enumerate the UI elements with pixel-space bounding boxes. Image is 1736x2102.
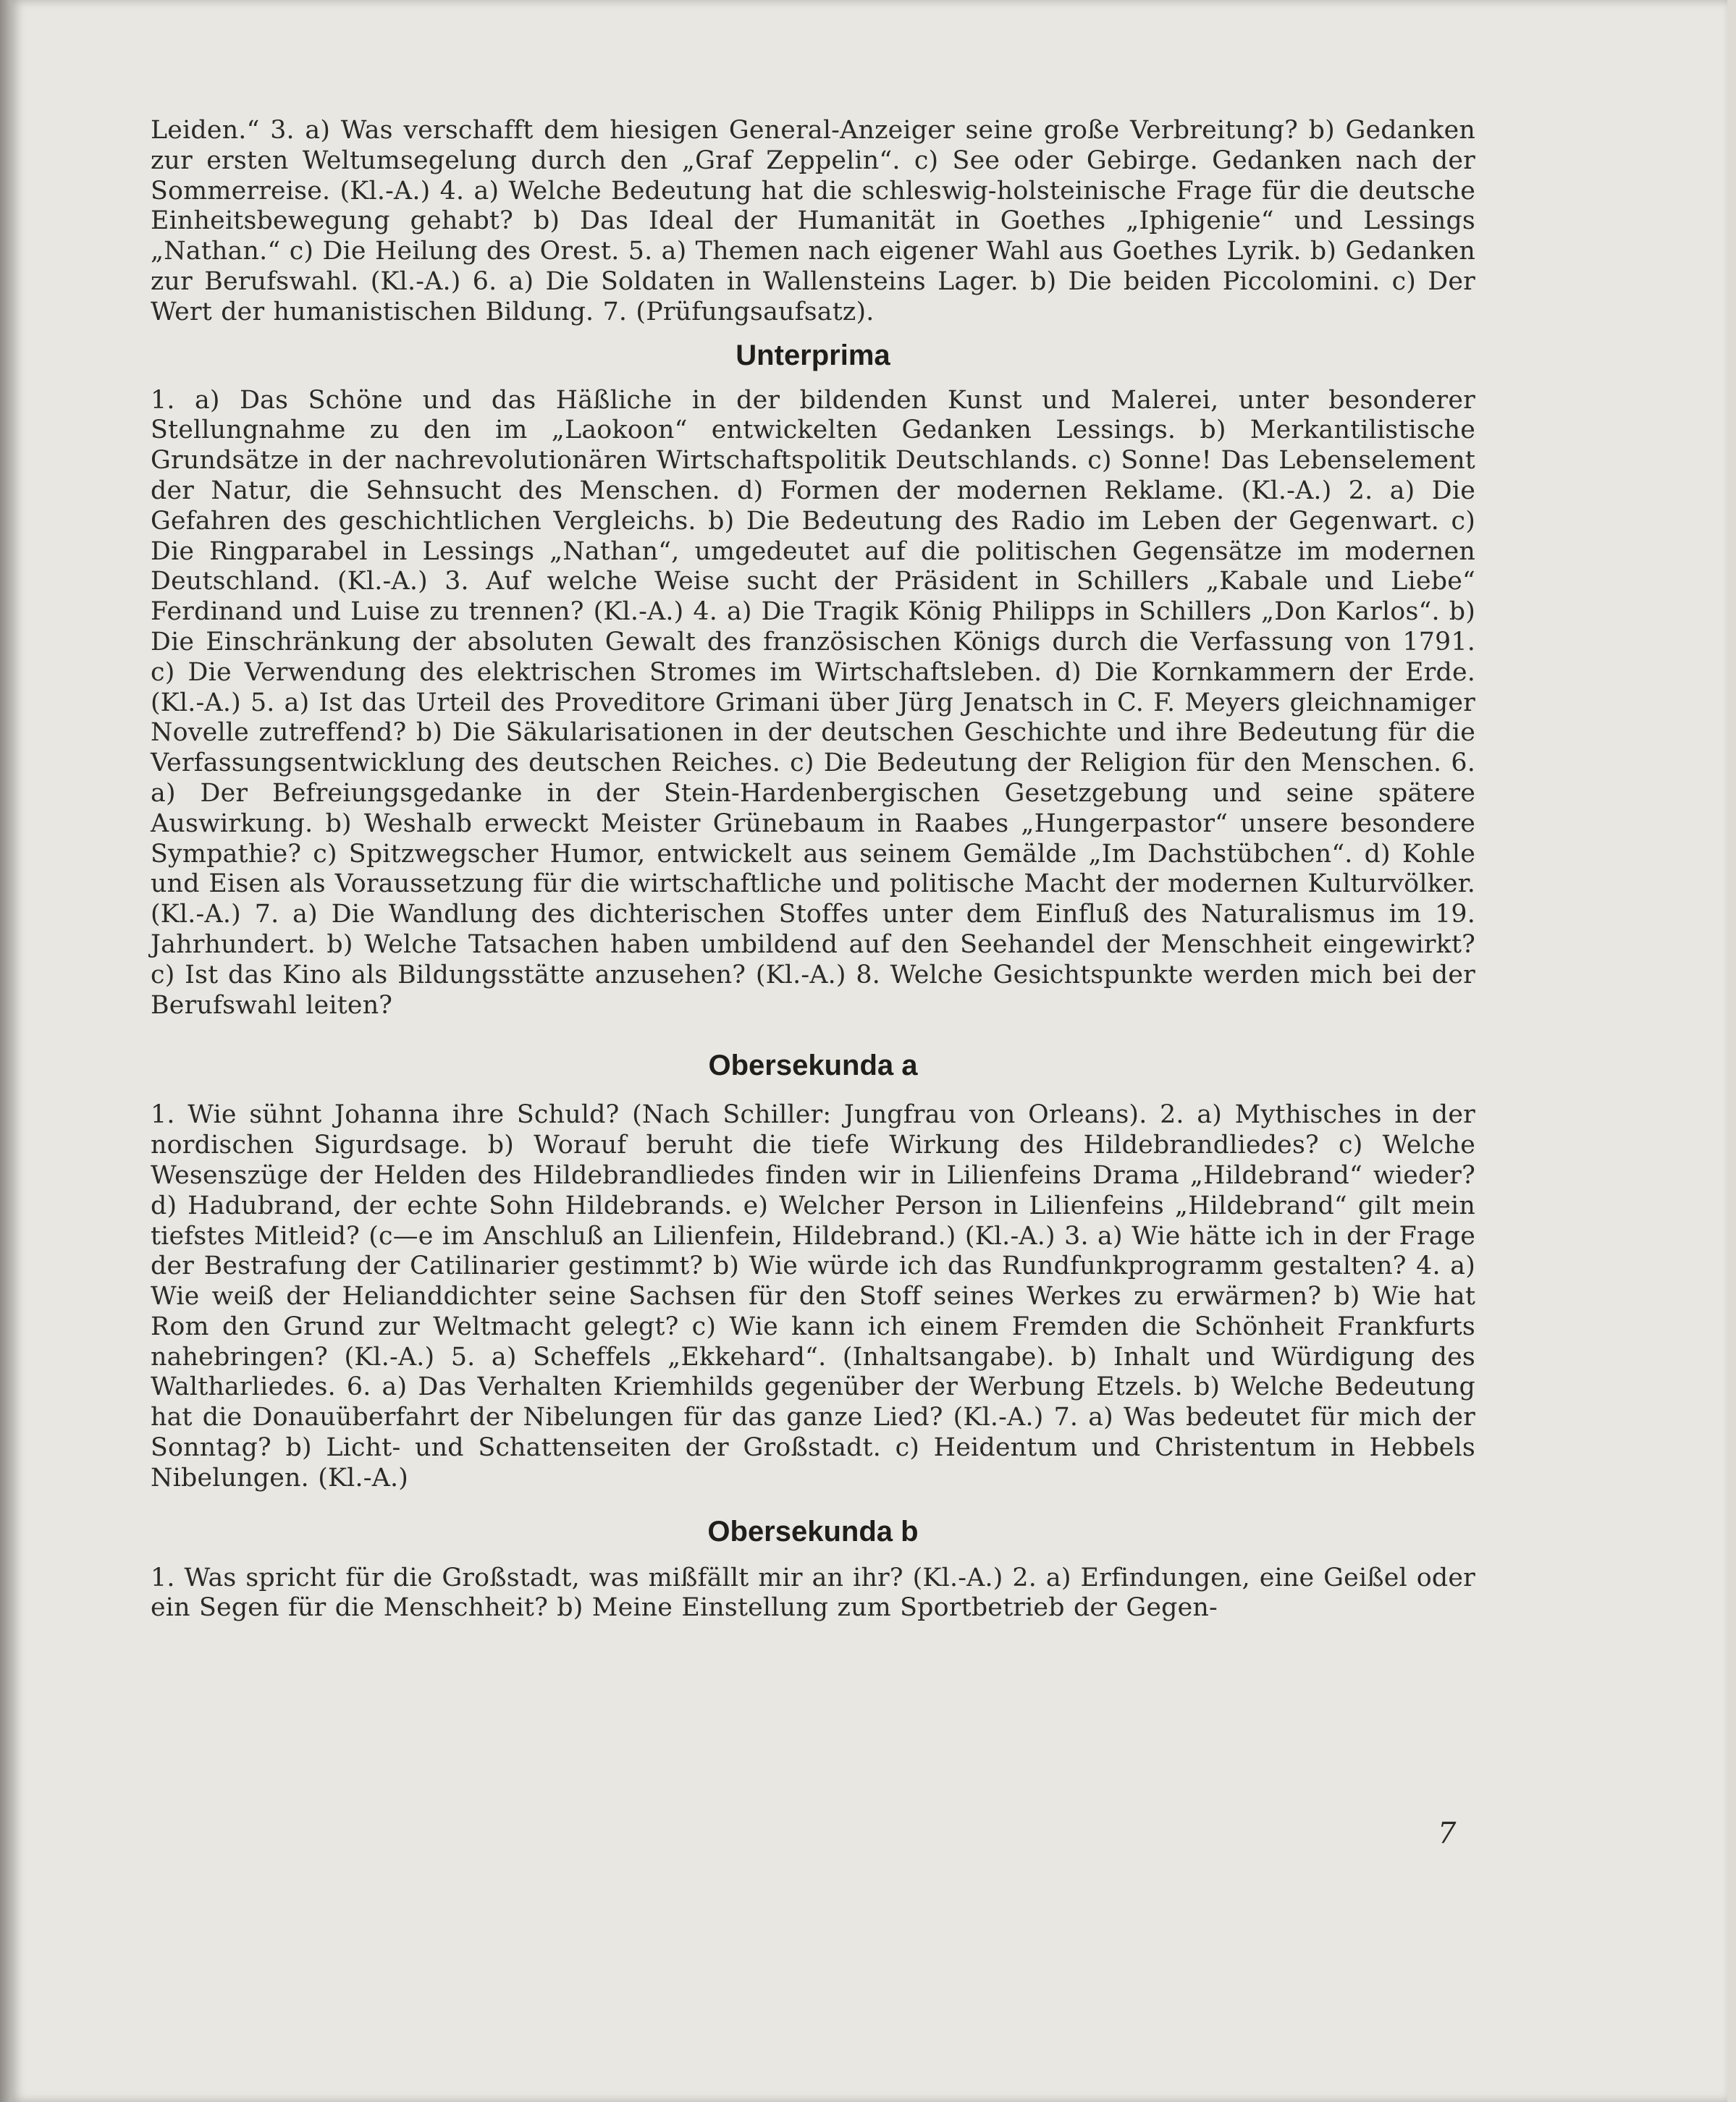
heading-unterprima: Unterprima — [736, 339, 890, 371]
document-page — [12, 0, 1727, 2102]
page-number: 7 — [1438, 1817, 1457, 1850]
paragraph-obersekunda-a: 1. Wie sühnt Johanna ihre Schuld? (Nach Schiller: Jungfrau von Orleans). 2. a) Mythisches in der nordischen Sigurdsage. b) Worauf beruht die tiefe Wirkung des Hildebrandliedes? c) Welche Wesenszüge der Helden des Hildebrandliedes finden wir in Lilienfeins Drama „Hildebrand“ wieder? d) Hadubrand, der echte Sohn Hildebrands. e) Welcher Person in Lilienfeins „Hildebrand“ gilt mein tiefstes Mitleid? (c—e im Anschluß an Lilienfein, Hildebrand.) (Kl.-A.) 3. a) Wie hätte ich in der Frage der Bestrafung der Catilinarier gestimmt? b) Wie würde ich das Rundfunkprogramm gestalten? 4. a) Wie weiß der Helianddichter seine Sachsen für den Stoff seines Werkes zu erwärmen? b) Wie hat Rom den Grund zur Weltmacht gelegt? c) Wie kann ich einem Fremden die Schönheit Frankfurts nahebringen? (Kl.-A.) 5. a) Scheffels „Ekkehard“. (Inhaltsangabe). b) Inhalt und Würdigung des Waltharliedes. 6. a) Das Verhalten Kriemhilds gegenüber der Werbung Etzels. b) Welche Bedeutung hat die Donauüberfahrt der Nibelungen für das ganze Lied? (Kl.-A.) 7. a) Was bedeutet für mich der Sonntag? b) Licht- und Schattenseiten der Großstadt. c) Heidentum und Christentum in Hebbels Nibelungen. (Kl.-A.) — [151, 1100, 1475, 1493]
paragraph-unterprima: 1. a) Das Schöne und das Häßliche in der bildenden Kunst und Malerei, unter besonderer Stellungnahme zu den im „Laokoon“ entwickelten Gedanken Lessings. b) Merkantilistische Grundsätze in der nachrevolutionären Wirtschaftspolitik Deutschlands. c) Sonne! Das Lebenselement der Natur, die Sehnsucht des Menschen. d) Formen der modernen Reklame. (Kl.-A.) 2. a) Die Gefahren des geschichtlichen Vergleichs. b) Die Bedeutung des Radio im Leben der Gegenwart. c) Die Ringparabel in Lessings „Nathan“, umgedeutet auf die politischen Gegensätze im modernen Deutschland. (Kl.-A.) 3. Auf welche Weise sucht der Präsident in Schillers „Kabale und Liebe“ Ferdinand und Luise zu trennen? (Kl.-A.) 4. a) Die Tragik König Philipps in Schillers „Don Karlos“. b) Die Einschränkung der absoluten Gewalt des französischen Königs durch die Verfassung von 1791. c) Die Verwendung des elektrischen Stromes im Wirtschaftsleben. d) Die Kornkammern der Erde. (Kl.-A.) 5. a) Ist das Urteil des Proveditore Grimani über Jürg Jenatsch in C. F. Meyers gleichnamiger Novelle zutreffend? b) Die Säkularisationen in der deutschen Geschichte und ihre Bedeutung für die Verfassungsentwicklung des deutschen Reiches. c) Die Bedeutung der Religion für den Menschen. 6. a) Der Befreiungsgedanke in der Stein-Hardenbergischen Gesetzgebung und seine spätere Auswirkung. b) Weshalb erweckt Meister Grünebaum in Raabes „Hungerpastor“ unsere besondere Sympathie? c) Spitzwegscher Humor, entwickelt aus seinem Gemälde „Im Dachstübchen“. d) Kohle und Eisen als Voraussetzung für die wirtschaftliche und politische Macht der modernen Kulturvölker. (Kl.-A.) 7. a) Die Wandlung des dichterischen Stoffes unter dem Einfluß des Naturalismus im 19. Jahrhundert. b) Welche Tatsachen haben umbildend auf den Seehandel der Menschheit eingewirkt? c) Ist das Kino als Bildungsstätte anzusehen? (Kl.-A.) 8. Welche Gesichtspunkte werden mich bei der Berufswahl leiten? — [151, 385, 1475, 1020]
heading-obersekunda-a: Obersekunda a — [708, 1050, 918, 1082]
paragraph-obersekunda-b: 1. Was spricht für die Großstadt, was mißfällt mir an ihr? (Kl.-A.) 2. a) Erfindungen, eine Geißel oder ein Segen für die Menschheit? b) Meine Einstellung zum Sportbetrieb der Gegen- — [151, 1563, 1475, 1623]
page-edge-shadow — [0, 0, 12, 2102]
intro-paragraph: Leiden.“ 3. a) Was verschafft dem hiesigen General-Anzeiger seine große Verbreitung? b) Gedanken zur ersten Weltumsegelung durch den „Graf Zeppelin“. c) See oder Gebirge. Gedanken nach der Sommerreise. (Kl.-A.) 4. a) Welche Bedeutung hat die schleswig-holsteinische Frage für die deutsche Einheitsbewegung gehabt? b) Das Ideal der Humanität in Goethes „Iphigenie“ und Lessings „Nathan.“ c) Die Heilung des Orest. 5. a) Themen nach eigener Wahl aus Goethes Lyrik. b) Gedanken zur Berufswahl. (Kl.-A.) 6. a) Die Soldaten in Wallensteins Lager. b) Die beiden Piccolomini. c) Der Wert der humanistischen Bildung. 7. (Prüfungsaufsatz). — [151, 116, 1475, 326]
heading-obersekunda-b: Obersekunda b — [707, 1515, 919, 1548]
page-content — [151, 116, 1475, 1624]
